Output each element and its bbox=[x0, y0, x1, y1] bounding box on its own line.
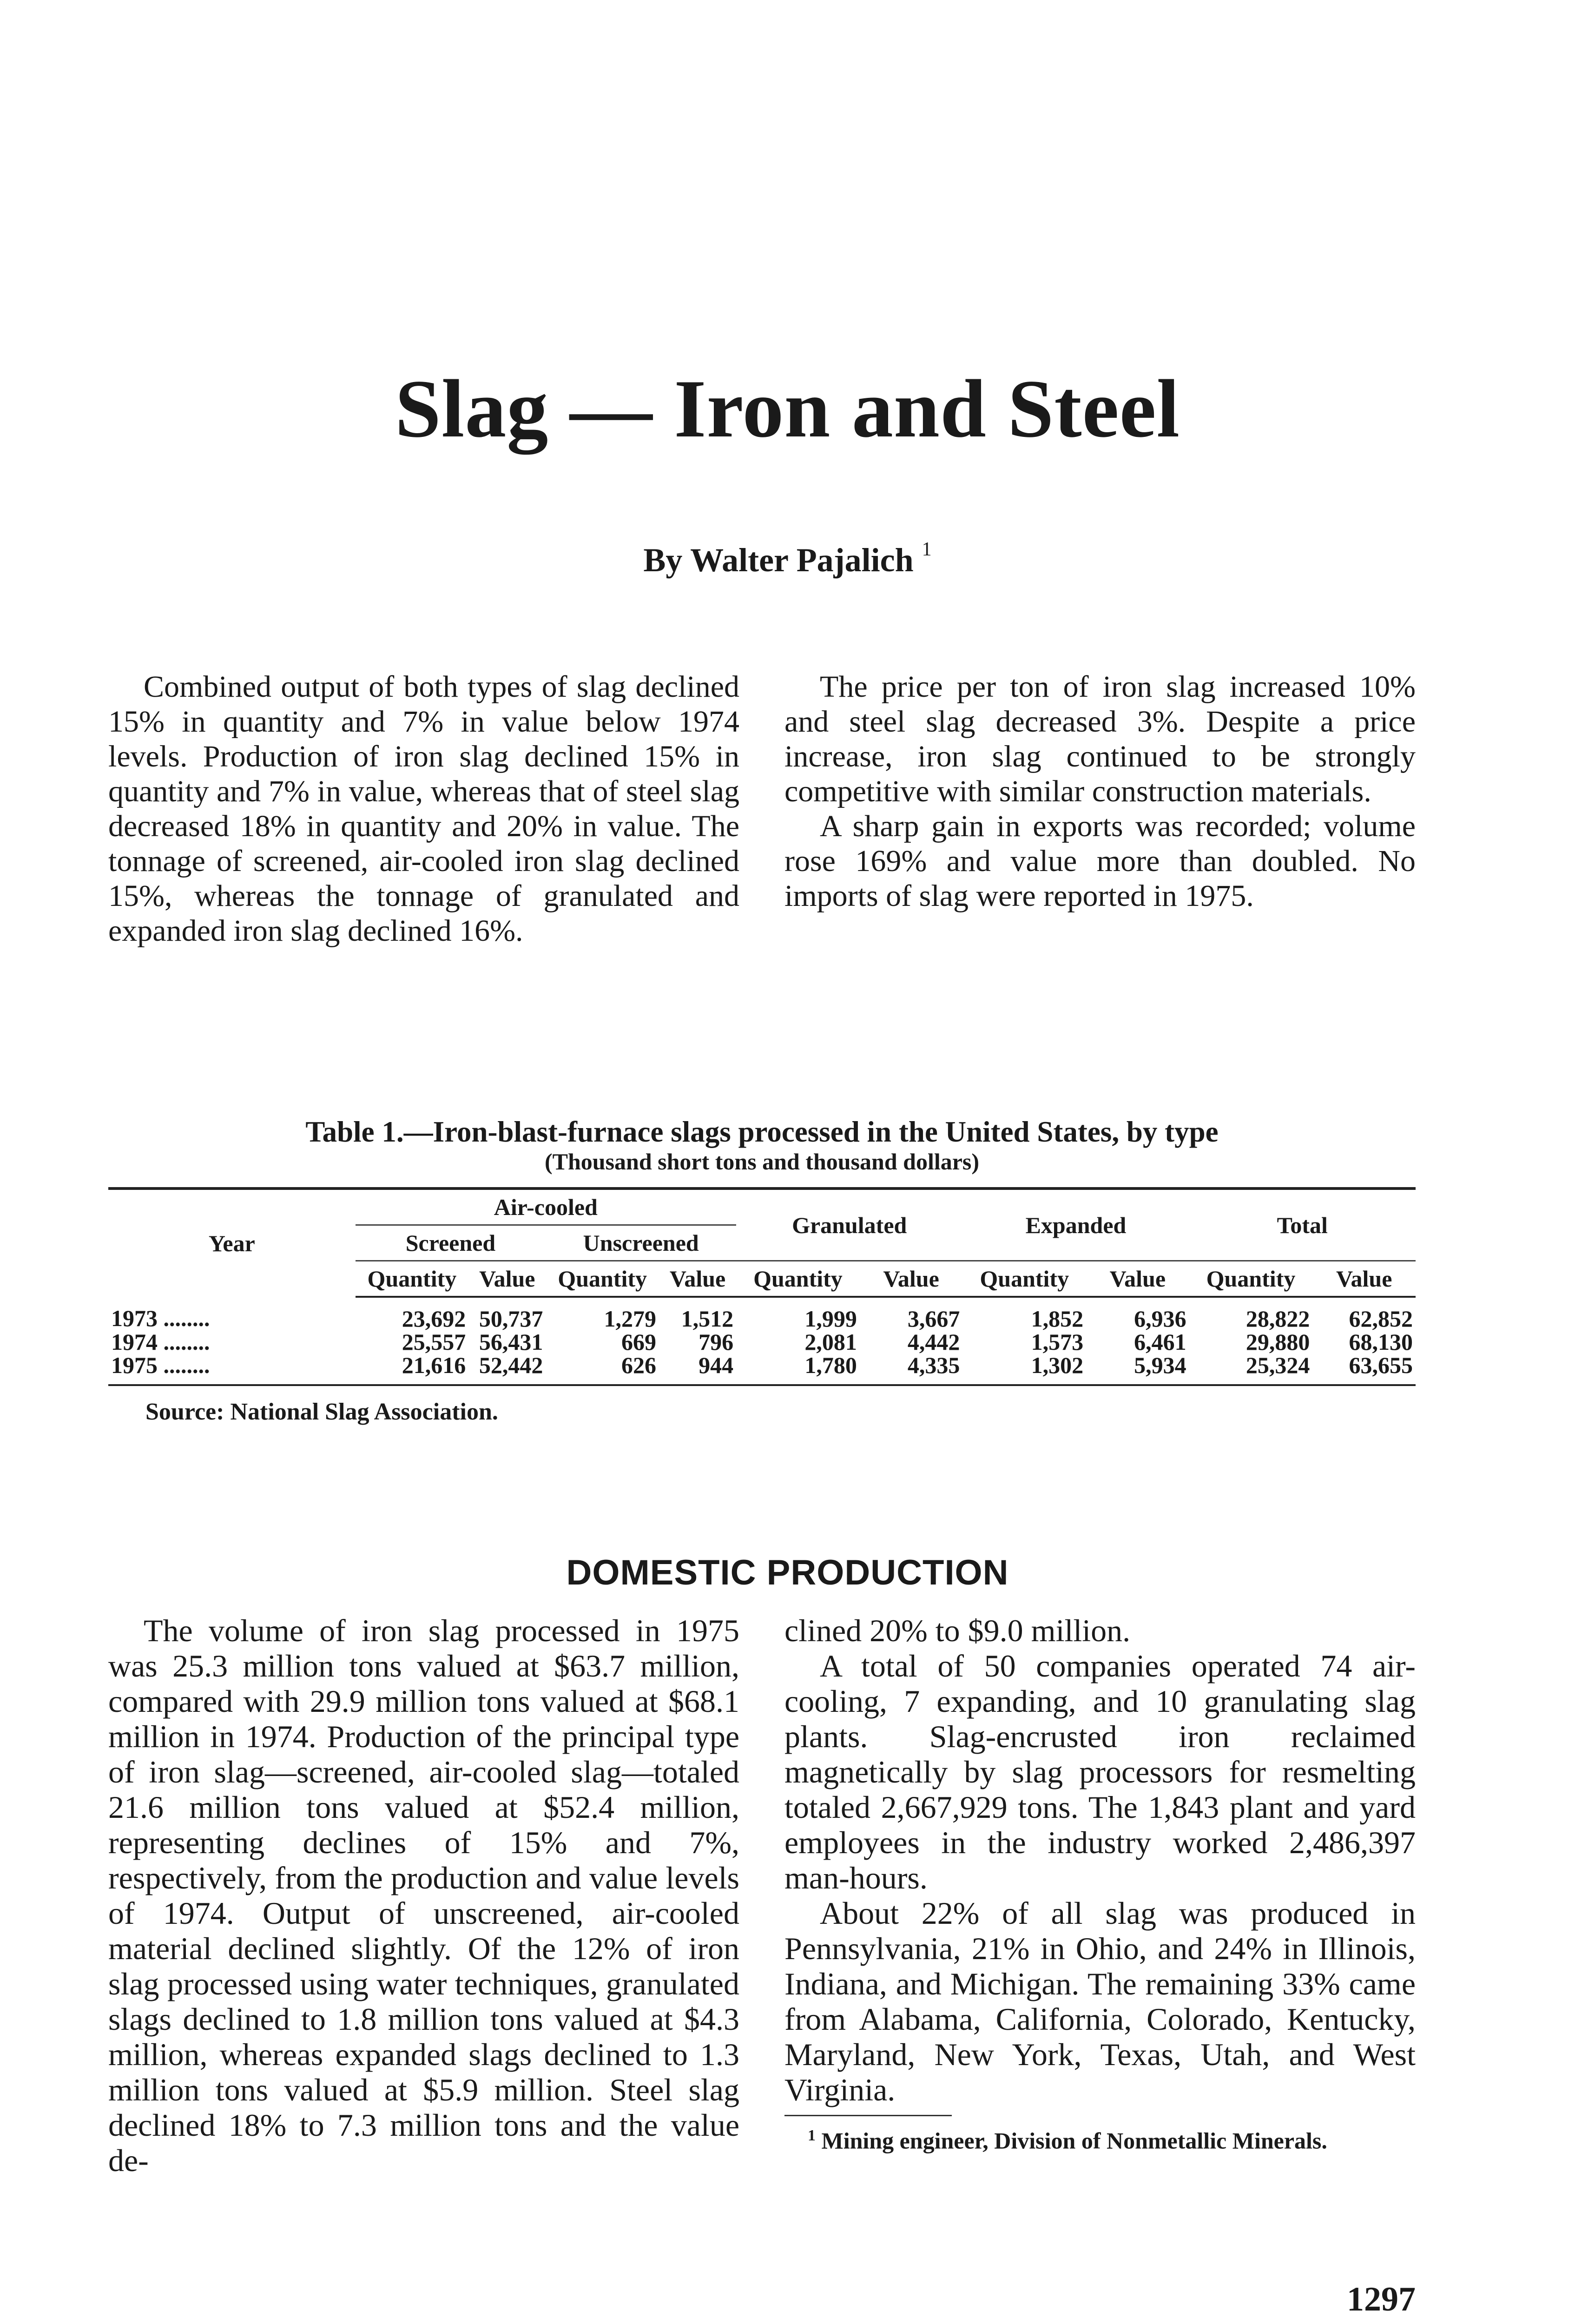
page-number: 1297 bbox=[1347, 2280, 1416, 2318]
table-cell: 669 bbox=[621, 1329, 656, 1355]
table-cell: 1,999 bbox=[804, 1306, 857, 1332]
table-cell: 1,852 bbox=[1031, 1306, 1084, 1332]
table-row bbox=[108, 1330, 1416, 1353]
footnote bbox=[784, 2123, 1416, 2154]
body-paragraph-continued: clined 20% to $9.0 million. bbox=[784, 1613, 1131, 1648]
table-cell: 796 bbox=[699, 1329, 734, 1355]
table-cell: 62,852 bbox=[1349, 1306, 1413, 1332]
table-cell: 2,081 bbox=[804, 1329, 857, 1355]
table-cell: 21,616 bbox=[356, 1353, 469, 1385]
intro-paragraph: Combined output of both types of slag declined 15% in quantity and 7% in value below 1974 levels. Production of iron slag declined 15% in quantity and 7% in value, whereas that of steel slag decreased 18% in quantity and 20% in value. The tonnage of screened, air-cooled iron slag declined 15%, whereas the tonnage of granulated and expanded iron slag declined 16%. bbox=[108, 670, 739, 948]
intro-left-column bbox=[108, 669, 739, 948]
header-screened: Screened bbox=[356, 1225, 546, 1261]
footnote-text: Mining engineer, Division of Nonmetallic Minerals. bbox=[821, 2127, 1327, 2154]
byline bbox=[0, 538, 1575, 580]
author-name: By Walter Pajalich bbox=[643, 541, 914, 579]
header-quantity: Quantity bbox=[736, 1261, 860, 1297]
table-cell: 28,822 bbox=[1246, 1306, 1310, 1332]
header-value: Value bbox=[659, 1261, 736, 1297]
page-title: Slag — Iron and Steel bbox=[395, 363, 1180, 455]
table-cell: 3,667 bbox=[907, 1306, 960, 1332]
intro-right-column bbox=[784, 669, 1416, 913]
footnote-mark: 1 bbox=[808, 2127, 816, 2144]
table-cell: 23,692 bbox=[402, 1306, 466, 1332]
table-cell: 63,655 bbox=[1312, 1353, 1416, 1385]
table-cell: 4,442 bbox=[907, 1329, 960, 1355]
table-row bbox=[108, 1353, 1416, 1385]
table-cell: 1,279 bbox=[604, 1306, 656, 1332]
table-cell: 4,335 bbox=[860, 1353, 962, 1385]
table-cell: 1,780 bbox=[736, 1353, 860, 1385]
header-unscreened: Unscreened bbox=[546, 1225, 736, 1261]
section-heading: DOMESTIC PRODUCTION bbox=[566, 1553, 1009, 1592]
body-paragraph-companies: A total of 50 companies operated 74 air-cooling, 7 expanding, and 10 granulating slag plants. Slag-encrusted iron reclaimed magnetically by slag processors for resmelting totaled 2,667,929 tons. The 1,843 plant and yard employees in the industry worked 2,486,397 man-hours. bbox=[784, 1648, 1416, 1895]
header-value: Value bbox=[860, 1261, 962, 1297]
table-cell: 56,431 bbox=[479, 1329, 543, 1355]
row-year: 1974 ........ bbox=[111, 1329, 210, 1355]
table-title: Table 1.—Iron-blast-furnace slags processed in the United States, by type bbox=[305, 1116, 1219, 1148]
header-value: Value bbox=[1086, 1261, 1189, 1297]
header-quantity: Quantity bbox=[356, 1261, 469, 1297]
table-cell: 25,557 bbox=[402, 1329, 466, 1355]
byline-footnote-mark: 1 bbox=[922, 539, 932, 560]
body-paragraph: The volume of iron slag processed in 1975 was 25.3 million tons valued at $63.7 million, compared with 29.9 million tons valued at $68.1 million in 1974. Production of the principal type of iron slag—screened, air-cooled slag—totaled 21.6 million tons valued at $52.4 million, representing declines of 15% and 7%, respectively, from the production and value levels of 1974. Output of unscreened, air-cooled material declined slightly. Of the 12% of iron slag processed using water techniques, granulated slags declined to 1.8 million tons valued at $4.3 million, whereas expanded slags declined to 1.3 million tons valued at $5.9 million. Steel slag declined 18% to 7.3 million tons and the value de- bbox=[108, 1613, 739, 2178]
row-year: 1975 ........ bbox=[108, 1353, 356, 1385]
header-granulated: Granulated bbox=[736, 1188, 962, 1261]
table-cell: 68,130 bbox=[1349, 1329, 1413, 1355]
header-year: Year bbox=[108, 1188, 356, 1297]
table-cell: 50,737 bbox=[479, 1306, 543, 1332]
body-right-column bbox=[784, 1613, 1416, 2154]
header-quantity: Quantity bbox=[1189, 1261, 1313, 1297]
slag-table bbox=[108, 1187, 1416, 1386]
table-cell: 944 bbox=[659, 1353, 736, 1385]
intro-paragraph-price: The price per ton of iron slag increased 10% and steel slag decreased 3%. Despite a price increase, iron slag continued to be strongly competitive with similar construction materials. bbox=[784, 670, 1416, 808]
table-cell: 6,936 bbox=[1134, 1306, 1186, 1332]
header-value: Value bbox=[1312, 1261, 1416, 1297]
header-total: Total bbox=[1189, 1188, 1416, 1261]
table-cell: 626 bbox=[546, 1353, 659, 1385]
table-cell: 1,302 bbox=[962, 1353, 1086, 1385]
table-cell: 1,512 bbox=[681, 1306, 734, 1332]
table-cell: 5,934 bbox=[1086, 1353, 1189, 1385]
table-cell: 1,573 bbox=[1031, 1329, 1084, 1355]
table-source: Source: National Slag Association. bbox=[145, 1399, 498, 1425]
header-value: Value bbox=[468, 1261, 546, 1297]
intro-paragraph-exports: A sharp gain in exports was recorded; volume rose 169% and value more than doubled. No imports of slag were reported in 1975. bbox=[784, 809, 1416, 913]
header-expanded: Expanded bbox=[962, 1188, 1189, 1261]
header-quantity: Quantity bbox=[546, 1261, 659, 1297]
table-cell: 25,324 bbox=[1189, 1353, 1313, 1385]
header-quantity: Quantity bbox=[962, 1261, 1086, 1297]
table-cell: 29,880 bbox=[1246, 1329, 1310, 1355]
row-year: 1973 ........ bbox=[111, 1305, 210, 1331]
body-paragraph-states: About 22% of all slag was produced in Pennsylvania, 21% in Ohio, and 24% in Illinois, Indiana, and Michigan. The remaining 33% came from Alabama, California, Colorado, Kentucky, Maryland, New York, Texas, Utah, and West Virginia. bbox=[784, 1895, 1416, 2107]
table-subtitle: (Thousand short tons and thousand dollars) bbox=[544, 1149, 980, 1175]
table-1 bbox=[108, 1116, 1416, 1426]
header-air-cooled: Air-cooled bbox=[356, 1188, 737, 1225]
table-cell: 6,461 bbox=[1134, 1329, 1186, 1355]
body-left-column bbox=[108, 1613, 739, 2178]
table-cell: 52,442 bbox=[468, 1353, 546, 1385]
footnote-divider bbox=[784, 2115, 952, 2116]
table-row bbox=[108, 1297, 1416, 1330]
